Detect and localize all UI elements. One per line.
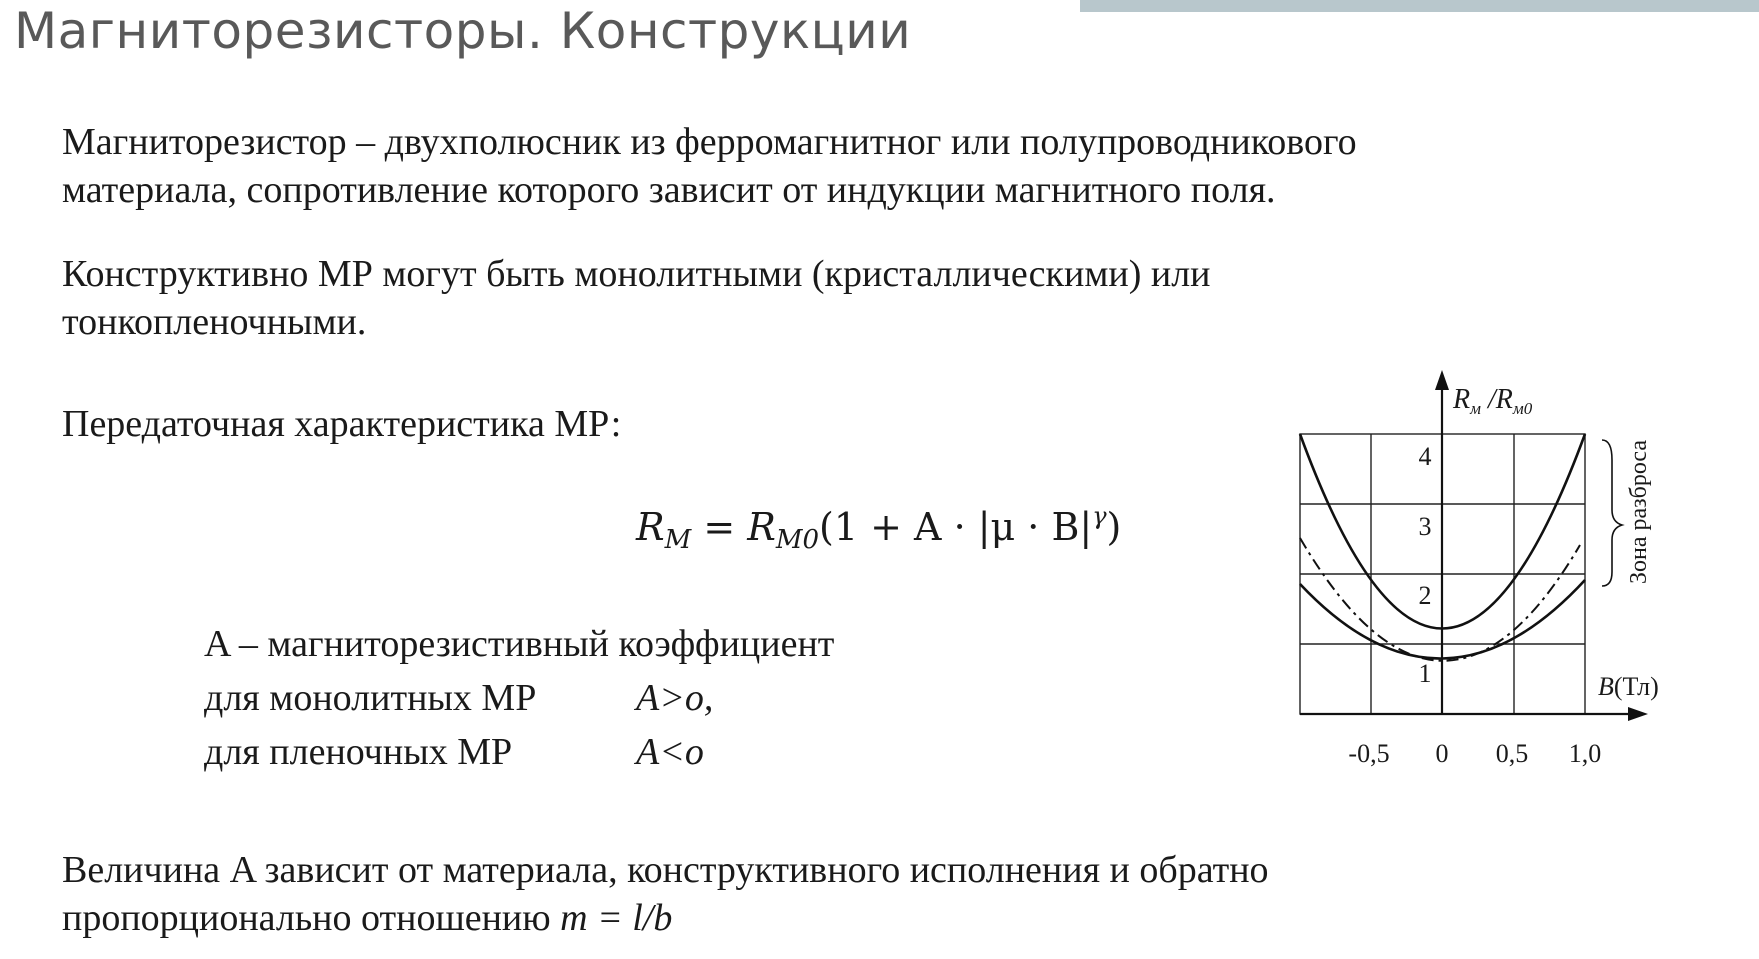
coefficient-line-1: A – магниторезистивный коэффициент — [204, 623, 835, 665]
definition-line-1: Магниторезистор – двухполюсник из ферромагнитног или полупроводникового — [62, 121, 1357, 163]
y-axis-label-slash: /R — [1480, 384, 1513, 415]
monolithic-label: для монолитных МР — [204, 677, 537, 719]
slide-title: Магниторезисторы. Конструкции — [14, 2, 912, 60]
coefficient-monolithic — [204, 671, 834, 725]
x-axis-arrow-icon — [1628, 707, 1648, 721]
formula-eq: = — [691, 505, 748, 549]
x-tick-0: 0 — [1435, 739, 1449, 768]
x-tick-1-0: 1,0 — [1568, 739, 1602, 768]
conclusion-line-1: Величина A зависит от материала, конструктивного исполнения и обратно — [62, 849, 1269, 891]
y-tick-4: 4 — [1418, 442, 1432, 471]
construction-line-1: Конструктивно МР могут быть монолитными (кристаллическими) или — [62, 253, 1211, 295]
y-axis-label-r: R — [1453, 384, 1471, 415]
y-axis-label-sub1: м — [1470, 399, 1481, 418]
conclusion-paragraph — [62, 846, 1269, 942]
construction-paragraph — [62, 250, 1211, 346]
film-condition: A<o — [636, 731, 704, 773]
transfer-characteristic-graph — [1280, 340, 1680, 780]
x-axis-label-text: (Тл) — [1613, 672, 1659, 701]
coefficient-definition — [204, 617, 834, 671]
y-tick-2: 2 — [1418, 581, 1432, 610]
zone-label: Зона разброса — [1626, 439, 1652, 585]
definition-paragraph — [62, 118, 1357, 214]
construction-line-2: тонкопленочными. — [62, 301, 367, 343]
formula-exponent: γ — [1092, 502, 1107, 530]
header-accent-bar — [1080, 0, 1759, 12]
x-tick-neg-0-5: -0,5 — [1348, 739, 1390, 768]
transfer-formula — [636, 502, 1121, 555]
formula-r0: R — [747, 505, 776, 549]
zone-brace-icon — [1602, 440, 1622, 586]
formula-lhs-sub: M — [664, 525, 692, 555]
y-axis-label-sub2: м0 — [1512, 399, 1533, 418]
y-axis-arrow-icon — [1435, 370, 1449, 390]
formula-lhs: R — [636, 505, 665, 549]
conclusion-ratio: m = l/b — [560, 897, 673, 939]
transfer-heading: Передаточная характеристика МР: — [62, 403, 622, 445]
monolithic-condition: A>o, — [636, 677, 714, 719]
formula-body: (1 + A · |μ · B| — [819, 505, 1093, 549]
film-label: для пленочных МР — [204, 731, 513, 773]
definition-line-2: материала, сопротивление которого зависит от индукции магнитного поля. — [62, 169, 1276, 211]
y-tick-3: 3 — [1418, 512, 1432, 541]
formula-r0-sub: M0 — [775, 525, 820, 555]
formula-close: ) — [1106, 505, 1122, 549]
conclusion-line-2: пропорционально отношению — [62, 897, 561, 939]
coefficient-block — [204, 617, 834, 779]
x-tick-0-5: 0,5 — [1495, 739, 1529, 768]
x-axis-label: B(Тл) — [1598, 672, 1659, 701]
curve-dashdot — [1300, 538, 1580, 661]
coefficient-film — [204, 725, 834, 779]
y-tick-1: 1 — [1418, 659, 1432, 688]
y-axis-label — [1452, 384, 1533, 418]
